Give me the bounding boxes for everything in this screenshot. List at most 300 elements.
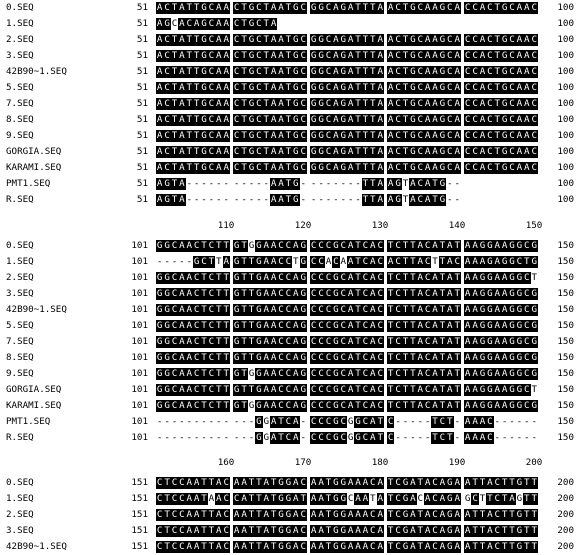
residue: C (208, 384, 215, 395)
sequence-block (387, 416, 461, 428)
residue: A (362, 477, 369, 488)
sequence-block (233, 493, 307, 505)
residue: A (263, 240, 270, 251)
residue: C (208, 272, 215, 283)
residue: G (479, 320, 486, 331)
residue: T (454, 304, 460, 315)
residue: G (447, 541, 453, 552)
residue: A (432, 368, 438, 379)
residue: C (417, 2, 424, 13)
residue: T (325, 493, 332, 504)
sequence-block (156, 525, 230, 537)
residue: A (464, 304, 471, 315)
residue: C (377, 272, 383, 283)
residue: G (256, 368, 262, 379)
sequence-row (0, 523, 580, 539)
sequence-name: 0.SEQ (6, 240, 34, 251)
residue: T (370, 66, 376, 77)
residue: G (156, 384, 163, 395)
residue: A (362, 509, 369, 520)
residue: C (256, 114, 262, 125)
residue: G (293, 178, 299, 189)
residue: G (233, 352, 240, 363)
sequence-block (233, 194, 307, 206)
residue: G (509, 384, 515, 395)
residue: C (325, 66, 332, 77)
residue: A (156, 34, 163, 45)
residue: - (208, 416, 215, 427)
residue: T (193, 66, 200, 77)
residue: - (347, 178, 354, 189)
residue: G (516, 493, 523, 504)
residue: G (439, 194, 446, 205)
residue: A (216, 34, 222, 45)
residue: T (171, 146, 178, 157)
residue: C (179, 541, 185, 552)
residue: T (201, 240, 207, 251)
residue: C (256, 130, 262, 141)
residue: T (531, 477, 537, 488)
residue: T (263, 82, 270, 93)
residue: T (216, 352, 222, 363)
residue: A (179, 130, 185, 141)
sequence-block (387, 66, 461, 78)
residue: A (501, 400, 508, 411)
residue: C (278, 384, 284, 395)
residue: A (278, 82, 284, 93)
residue: A (432, 114, 438, 125)
residue: T (263, 130, 270, 141)
residue: C (417, 114, 424, 125)
residue: T (370, 82, 376, 93)
residue: - (216, 416, 222, 427)
residue: A (223, 162, 229, 173)
sequence-block (387, 240, 461, 252)
residue: G (516, 320, 523, 331)
residue: C (171, 384, 178, 395)
residue: G (248, 34, 255, 45)
residue: A (278, 50, 284, 61)
residue: G (293, 114, 299, 125)
residue: - (201, 416, 207, 427)
residue: A (347, 525, 354, 536)
residue: G (318, 114, 324, 125)
residue: A (432, 288, 438, 299)
residue: C (193, 352, 200, 363)
residue: T (402, 384, 409, 395)
sequence-block (464, 114, 538, 126)
residue: T (186, 66, 193, 77)
residue: A (263, 368, 270, 379)
sequence-name: KARAMI.SEQ (6, 400, 62, 411)
residue: G (164, 400, 170, 411)
residue: G (487, 384, 493, 395)
residue: A (370, 240, 376, 251)
residue: G (410, 130, 416, 141)
residue: C (377, 288, 383, 299)
sequence-end-position: 150 (557, 320, 574, 331)
residue: T (201, 336, 207, 347)
residue: A (494, 320, 501, 331)
residue: A (524, 82, 530, 93)
residue: A (186, 541, 193, 552)
residue: G (340, 130, 347, 141)
residue: A (347, 336, 354, 347)
residue: A (472, 240, 478, 251)
residue: G (340, 2, 347, 13)
residue: G (293, 2, 299, 13)
residue: G (278, 493, 284, 504)
residue: G (293, 162, 299, 173)
residue: C (395, 114, 401, 125)
sequence-block (310, 525, 384, 537)
sequence-block (233, 509, 307, 521)
residue: A (216, 525, 222, 536)
ruler-tick: 170 (294, 457, 312, 468)
residue: A (263, 272, 270, 283)
residue: A (432, 304, 438, 315)
residue: A (447, 400, 453, 411)
residue: G (156, 320, 163, 331)
sequence-block (310, 34, 384, 46)
residue: C (164, 146, 170, 157)
residue: C (362, 416, 369, 427)
residue: C (340, 416, 347, 427)
residue: - (501, 432, 508, 443)
residue: C (233, 98, 240, 109)
residue: C (201, 256, 207, 267)
residue: C (325, 240, 332, 251)
residue: A (186, 525, 193, 536)
residue: T (248, 477, 255, 488)
residue: C (223, 509, 229, 520)
residue: T (223, 272, 229, 283)
residue: A (241, 493, 247, 504)
residue: G (501, 50, 508, 61)
residue: C (193, 320, 200, 331)
residue: A (347, 114, 354, 125)
residue: C (310, 272, 317, 283)
sequence-block (156, 194, 230, 206)
residue: A (179, 2, 185, 13)
residue: A (156, 178, 163, 189)
residue: - (402, 416, 409, 427)
residue: C (509, 34, 515, 45)
residue: C (193, 400, 200, 411)
residue: G (501, 2, 508, 13)
residue: C (285, 304, 292, 315)
residue: - (501, 416, 508, 427)
residue: T (241, 288, 247, 299)
residue: G (263, 416, 270, 427)
residue: - (208, 194, 215, 205)
residue: A (179, 50, 185, 61)
sequence-name: 1.SEQ (6, 256, 34, 267)
residue: T (501, 493, 508, 504)
residue: T (447, 432, 453, 443)
sequence-start-position: 51 (136, 194, 148, 205)
residue: - (263, 194, 270, 205)
residue: C (417, 130, 424, 141)
residue: C (377, 400, 383, 411)
sequence-block (233, 525, 307, 537)
residue: T (293, 256, 299, 267)
residue: G (487, 272, 493, 283)
residue: G (256, 304, 262, 315)
residue: C (325, 50, 332, 61)
residue: A (270, 304, 277, 315)
residue: G (516, 384, 523, 395)
residue: A (362, 525, 369, 536)
residue: A (447, 384, 453, 395)
residue: A (318, 493, 324, 504)
sequence-end-position: 200 (557, 525, 574, 536)
residue: C (179, 525, 185, 536)
residue: T (439, 336, 446, 347)
residue: T (402, 272, 409, 283)
residue: T (402, 98, 409, 109)
residue: C (531, 98, 537, 109)
residue: G (300, 288, 306, 299)
residue: C (447, 114, 453, 125)
residue: T (402, 194, 409, 205)
residue: A (347, 320, 354, 331)
residue: G (256, 320, 262, 331)
residue: T (487, 493, 493, 504)
residue: G (310, 2, 317, 13)
residue: T (370, 178, 376, 189)
residue: T (325, 477, 332, 488)
residue: A (377, 114, 383, 125)
residue: T (439, 384, 446, 395)
sequence-start-position: 51 (136, 66, 148, 77)
residue: T (256, 477, 262, 488)
residue: A (333, 146, 339, 157)
residue: G (201, 162, 207, 173)
residue: T (270, 509, 277, 520)
residue: G (479, 240, 486, 251)
residue: G (256, 384, 262, 395)
residue: - (531, 416, 537, 427)
residue: A (377, 50, 383, 61)
residue: A (156, 194, 163, 205)
sequence-start-position: 51 (136, 34, 148, 45)
residue: C (300, 2, 306, 13)
residue: A (318, 525, 324, 536)
residue: A (370, 400, 376, 411)
residue: T (439, 320, 446, 331)
sequence-block (464, 541, 538, 553)
residue: G (439, 50, 446, 61)
residue: T (285, 146, 292, 157)
sequence-block (156, 368, 230, 380)
residue: C (325, 288, 332, 299)
sequence-block (310, 66, 384, 78)
residue: - (256, 178, 262, 189)
residue: A (223, 98, 229, 109)
sequence-block (387, 34, 461, 46)
residue: - (186, 194, 193, 205)
residue: C (278, 304, 284, 315)
residue: T (248, 288, 255, 299)
residue: A (179, 194, 185, 205)
sequence-row (0, 382, 580, 398)
residue: A (347, 2, 354, 13)
residue: G (201, 98, 207, 109)
residue: T (216, 384, 222, 395)
residue: C (370, 525, 376, 536)
residue: T (285, 82, 292, 93)
sequence-start-position: 101 (131, 240, 148, 251)
residue: C (318, 240, 324, 251)
residue: G (233, 256, 240, 267)
residue: G (285, 541, 292, 552)
residue: T (402, 320, 409, 331)
residue: G (402, 477, 409, 488)
residue: C (325, 400, 332, 411)
residue: - (300, 432, 306, 443)
residue: G (479, 336, 486, 347)
residue: C (347, 493, 354, 504)
residue: T (377, 416, 383, 427)
residue: C (325, 336, 332, 347)
residue: A (454, 509, 460, 520)
residue: - (424, 416, 431, 427)
sequence-block (464, 320, 538, 332)
residue: T (402, 34, 409, 45)
residue: G (333, 541, 339, 552)
residue: A (278, 66, 284, 77)
sequence-start-position: 51 (136, 178, 148, 189)
residue: T (193, 130, 200, 141)
residue: A (347, 162, 354, 173)
residue: T (270, 525, 277, 536)
residue: C (377, 240, 383, 251)
residue: T (201, 272, 207, 283)
residue: A (387, 194, 394, 205)
sequence-name: 0.SEQ (6, 2, 34, 13)
sequence-start-position: 101 (131, 320, 148, 331)
residue: A (347, 66, 354, 77)
residue: C (164, 130, 170, 141)
residue: C (487, 66, 493, 77)
residue: T (501, 525, 508, 536)
residue: T (223, 352, 229, 363)
residue: A (347, 146, 354, 157)
residue: G (531, 368, 537, 379)
sequence-block (387, 493, 461, 505)
residue: A (472, 304, 478, 315)
residue: T (402, 178, 409, 189)
sequence-block (464, 288, 538, 300)
sequence-row (0, 160, 580, 176)
residue: - (201, 432, 207, 443)
residue: A (270, 34, 277, 45)
residue: T (387, 509, 394, 520)
sequence-block (233, 416, 307, 428)
residue: C (487, 98, 493, 109)
sequence-block (156, 477, 230, 489)
sequence-block (233, 82, 307, 94)
residue: - (164, 256, 170, 267)
sequence-row (0, 318, 580, 334)
residue: T (402, 50, 409, 61)
residue: T (524, 256, 530, 267)
residue: G (340, 477, 347, 488)
residue: T (432, 194, 438, 205)
residue: A (270, 2, 277, 13)
residue: G (256, 240, 262, 251)
residue: C (395, 336, 401, 347)
sequence-name: 1.SEQ (6, 493, 34, 504)
residue: T (186, 114, 193, 125)
residue: G (256, 352, 262, 363)
sequence-start-position: 51 (136, 2, 148, 13)
residue: A (179, 304, 185, 315)
residue: - (263, 178, 270, 189)
sequence-block (156, 18, 230, 30)
residue: A (278, 130, 284, 141)
residue: - (233, 194, 240, 205)
residue: T (208, 525, 215, 536)
sequence-start-position: 151 (131, 477, 148, 488)
sequence-row (0, 32, 580, 48)
residue: G (333, 400, 339, 411)
residue: T (241, 130, 247, 141)
residue: A (270, 66, 277, 77)
residue: G (310, 114, 317, 125)
residue: G (410, 98, 416, 109)
residue: C (325, 146, 332, 157)
residue: G (410, 82, 416, 93)
residue: C (362, 240, 369, 251)
residue: G (333, 432, 339, 443)
residue: A (432, 384, 438, 395)
residue: C (310, 432, 317, 443)
residue: C (424, 288, 431, 299)
sequence-row (0, 286, 580, 302)
residue: G (201, 34, 207, 45)
residue: C (233, 50, 240, 61)
residue: G (248, 82, 255, 93)
ruler-tick: 200 (525, 457, 543, 468)
sequence-start-position: 151 (131, 525, 148, 536)
residue: - (454, 432, 460, 443)
sequence-start-position: 101 (131, 432, 148, 443)
residue: G (333, 368, 339, 379)
residue: C (524, 400, 530, 411)
residue: G (439, 114, 446, 125)
residue: A (472, 416, 478, 427)
sequence-block (156, 2, 230, 14)
residue: T (201, 541, 207, 552)
residue: C (362, 352, 369, 363)
residue: G (310, 98, 317, 109)
residue: A (387, 178, 394, 189)
residue: T (362, 114, 369, 125)
residue: T (432, 432, 438, 443)
residue: G (310, 162, 317, 173)
sequence-name: R.SEQ (6, 432, 34, 443)
residue: A (479, 66, 486, 77)
residue: T (164, 525, 170, 536)
sequence-block (156, 416, 230, 428)
residue: T (387, 477, 394, 488)
sequence-block (156, 509, 230, 521)
residue: G (439, 2, 446, 13)
residue: G (509, 336, 515, 347)
residue: A (377, 130, 383, 141)
